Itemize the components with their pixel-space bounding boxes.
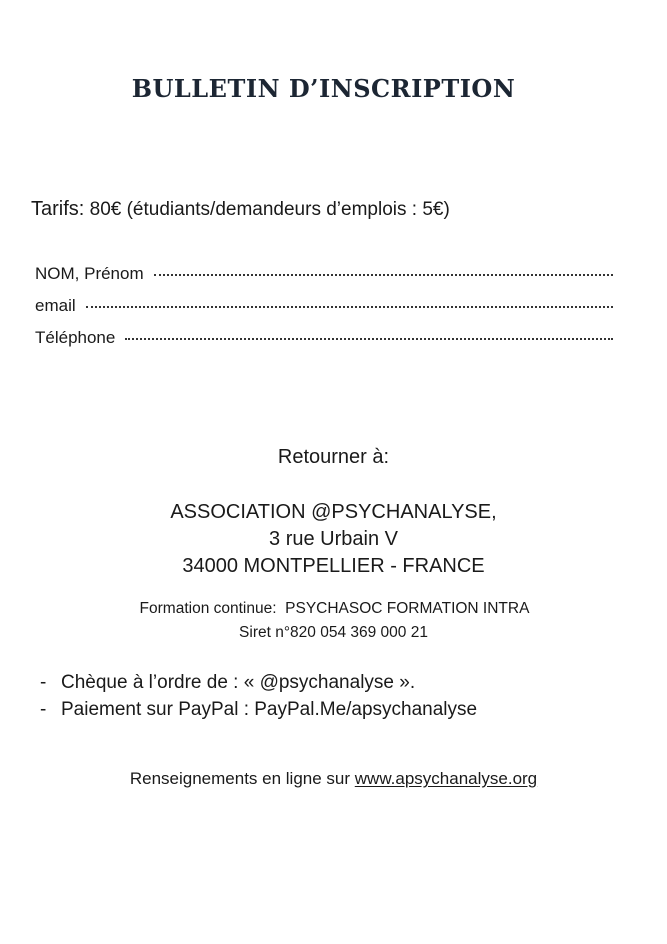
payment-cheque-text: Chèque à l’ordre de : « @psychanalyse ». xyxy=(61,672,416,693)
page-title: BULLETIN D’INSCRIPTION xyxy=(131,74,516,103)
phone-dotted-line[interactable] xyxy=(125,338,613,340)
tarifs-value: 80€ (étudiants/demandeurs d’emplois : 5€) xyxy=(89,199,450,220)
info-line xyxy=(0,769,667,789)
payment-paypal-text: Paiement sur PayPal : PayPal.Me/apsychanalyse xyxy=(61,699,478,720)
payment-cheque xyxy=(40,672,415,694)
phone-field[interactable] xyxy=(35,328,613,348)
tarifs-label: Tarifs: xyxy=(31,198,85,220)
phone-field-label: Téléphone xyxy=(35,328,116,347)
address-line-2: 3 rue Urbain V xyxy=(269,528,398,550)
return-heading: Retourner à: xyxy=(277,446,390,468)
email-field-label: email xyxy=(35,296,76,315)
name-field-label: NOM, Prénom xyxy=(35,264,144,283)
email-field[interactable] xyxy=(35,296,613,316)
address-line-1: ASSOCIATION @PSYCHANALYSE, xyxy=(170,501,497,523)
info-text: Renseignements en ligne sur xyxy=(129,769,355,788)
bullet-dash: - xyxy=(40,699,47,720)
siret-line: Siret n°820 054 369 000 21 xyxy=(239,624,428,641)
name-dotted-line[interactable] xyxy=(154,274,613,276)
email-dotted-line[interactable] xyxy=(86,306,613,308)
bullet-dash: - xyxy=(40,672,47,693)
tarifs-line xyxy=(31,198,450,221)
website-link[interactable]: www.apsychanalyse.org xyxy=(354,769,538,788)
address-line-3: 34000 MONTPELLIER - FRANCE xyxy=(182,555,485,577)
payment-paypal xyxy=(40,699,477,721)
name-field[interactable] xyxy=(35,264,613,284)
formation-line: Formation continue: PSYCHASOC FORMATION INTRA xyxy=(139,600,530,617)
